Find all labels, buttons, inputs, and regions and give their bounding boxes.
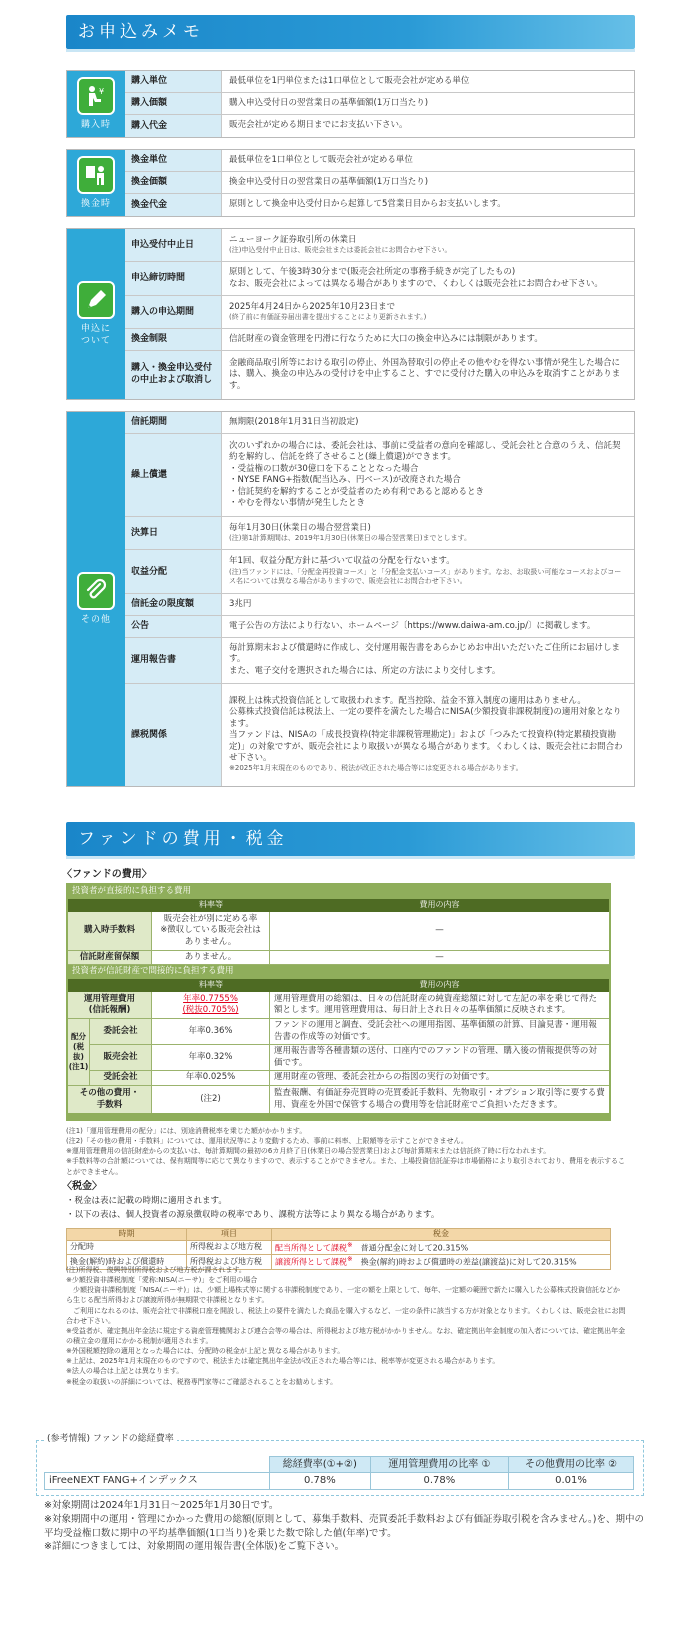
note: ※上記は、2025年1月末現在のものですので、税法または確定拠出年金法が改正された場合等には、税率等が変更される場合があります。 — [66, 1357, 500, 1366]
row-value: 2025年4月24日から2025年10月23日まで — [229, 301, 396, 312]
table-header — [67, 1229, 611, 1241]
apply-row — [125, 262, 634, 296]
other-row — [125, 638, 634, 684]
fund-name: iFreeNEXT FANG+インデックス — [45, 1473, 270, 1490]
row-content: 運用報告書等各種書類の送付、口座内でのファンドの管理、購入後の情報提供等の対価です。 — [274, 1046, 597, 1068]
redeem-row — [125, 194, 634, 216]
period-cell: 分配時 — [67, 1240, 187, 1254]
tax-cell: 配当所得として課税※ 普通分配金に対して20.315% — [272, 1240, 611, 1254]
col-mgmt: 運用管理費用の比率 ① — [370, 1457, 508, 1473]
note: ※税金の取扱いの詳細については、税務専門家等にご確認されることをお勧めします。 — [66, 1377, 338, 1386]
svg-text:¥: ¥ — [99, 86, 106, 96]
row-value: 信託財産の資金管理を円滑に行なうために大口の換金申込みには制限があります。 — [229, 333, 543, 344]
row-content: — — [435, 925, 444, 936]
note: ※対象期間中の運用・管理にかかった費用の総額(原則として、募集手数料、売買委託手数料および有価証券取引税を含みません。)を、期中の平均受益権口数に期中の平均基準価額(1口当り)を乗じた数で除した値(年率)です。 — [44, 1513, 645, 1539]
table-row — [67, 1240, 611, 1254]
col-rate: 料率等 — [199, 900, 223, 910]
table-row — [68, 912, 609, 951]
row-label: 購入価額 — [125, 93, 222, 114]
redeem-icon — [77, 156, 115, 194]
table-row — [45, 1473, 634, 1490]
tax-heading: 〈税金〉 — [62, 1181, 102, 1192]
costs-title: ファンドの費用・税金 — [66, 822, 635, 856]
note: ※対象期間は2024年1月31日～2025年1月30日です。 — [44, 1500, 279, 1511]
redeem-row — [125, 150, 634, 172]
item-cell: 所得税および地方税 — [187, 1255, 272, 1269]
item-cell: 所得税および地方税 — [187, 1240, 272, 1254]
other-row — [125, 412, 634, 434]
row-label: 換金代金 — [125, 194, 222, 216]
note: ご利用になれるのは、販売会社で非課税口座を開設し、税法上の要件を満たした商品を購入するなど、一定の条件に該当する方が対象となります。くわしくは、販売会社にお問合わせ下さい。 — [66, 1306, 626, 1325]
table-header — [68, 899, 609, 912]
blank-header — [45, 1457, 270, 1473]
indirect-cost-band: 投資者が信託財産で間接的に負担する費用 — [68, 965, 609, 979]
row-rate: 年率0.36% — [152, 1019, 270, 1044]
table-row — [68, 992, 609, 1019]
row-content: 運用管理費用の総額は、日々の信託財産の純資産総額に対して左記の率を乗じて得た額とします。運用管理費用は、毎日計上され日々の基準価額に反映されます。 — [274, 993, 598, 1015]
tax-cell: 譲渡所得として課税※ 換金(解約)時および償還時の差益(譲渡益)に対して20.315% — [272, 1255, 611, 1269]
note: (注)所得税、復興特別所得税および地方税が課されます。 — [66, 1266, 246, 1274]
table-row — [90, 1045, 609, 1071]
apply-side-label1: 申込に — [80, 323, 111, 334]
paperclip-icon — [77, 572, 115, 610]
purchase-icon — [77, 77, 115, 115]
row-value: 毎計算期末および償還時に作成し、交付運用報告書をあらかじめお申出いただいたご住所にお届けします。 — [229, 642, 621, 665]
row-value2: 公募株式投資信託は税法上、一定の要件を満たした場合にNISA(少額投資非課税制度)の適用対象となります。 — [229, 707, 622, 729]
col-content: 費用の内容 — [419, 900, 460, 910]
col-item: 項目 — [187, 1229, 272, 1241]
col-tax: 税金 — [272, 1229, 611, 1241]
row-rate: 年率0.32% — [152, 1045, 270, 1070]
row-label: 購入代金 — [125, 115, 222, 137]
note: ※少額投資非課税制度「愛称:NISA(ニーサ)」をご利用の場合 — [66, 1276, 258, 1285]
table-row — [68, 951, 609, 965]
row-value: 毎年1月30日(休業日の場合翌営業日) — [229, 522, 371, 533]
row-label: 申込受付中止日 — [125, 229, 222, 261]
row-label: 信託期間 — [125, 412, 222, 433]
note: ※法人の場合は上記とは異なります。 — [66, 1367, 184, 1376]
reference-notes — [44, 1499, 644, 1554]
row-label: 換金制限 — [125, 329, 222, 350]
apply-row — [125, 296, 634, 329]
apply-row — [125, 351, 634, 399]
apply-row — [125, 329, 634, 351]
note: ※外国税額控除の適用となった場合には、分配時の税金が上記と異なる場合があります。 — [66, 1347, 345, 1356]
row-value: 購入申込受付日の翌営業日の基準価額(1万口当たり) — [229, 97, 429, 108]
row-note: (注)第1計算期間は、2019年1月30日(休業日の場合翌営業日)までとします。 — [229, 534, 471, 543]
apply-side-label2: ついて — [80, 336, 111, 346]
row-rate: 販売会社が別に定める率 ※徴収している販売会社は ありません。 — [152, 912, 270, 950]
note: ※運用管理費用の信託財産からの支払いは、毎計算期間の最初の6カ月終了日(休業日の場合翌営業日)および毎計算期末または信託終了時に行なわれます。 — [66, 1147, 551, 1156]
redeem-row — [125, 172, 634, 194]
note: ※手数料等の合計額については、保有期間等に応じて異なりますので、表示することができません。また、上場投資信託証券は市場価格により取引されており、費用を表示することができません。 — [66, 1157, 626, 1176]
purchase-row — [125, 93, 634, 115]
other-row — [125, 434, 634, 518]
other-row — [125, 517, 634, 550]
row-label: 購入時手数料 — [68, 912, 152, 950]
other-row — [125, 550, 634, 594]
table-row — [90, 1019, 609, 1045]
table-row — [68, 1086, 609, 1113]
row-label: 購入・換金申込受付の中止および取消し — [125, 351, 222, 399]
row-value2: また、電子交付を選択された場合には、所定の方法により交付します。 — [229, 665, 501, 676]
apply-row — [125, 229, 634, 262]
row-label: 信託金の限度額 — [125, 594, 222, 615]
row-label: その他の費用・ 手数料 — [68, 1086, 152, 1113]
fund-cost-heading: 〈ファンドの費用〉 — [62, 869, 152, 880]
row-value2: なお、販売会社によっては異なる場合がありますので、くわしくは販売会社にお問合わせ下さい。 — [229, 278, 603, 289]
row-note: (注)申込受付中止日は、販売会社または委託会社にお問合わせ下さい。 — [229, 246, 452, 255]
col-rate: 料率等 — [199, 980, 223, 990]
row-label: 購入の申込期間 — [125, 296, 222, 328]
row-label: 委託会社 — [90, 1019, 152, 1044]
row-value: 換金申込受付日の翌営業日の基準価額(1万口当たり) — [229, 176, 429, 187]
pen-icon — [77, 281, 115, 319]
split-label: 配分 (税抜) (注1) — [68, 1019, 90, 1085]
reference-title: (参考情報) ファンドの総経費率 — [44, 1433, 177, 1445]
mgmt-ratio: 0.78% — [370, 1473, 508, 1490]
row-label: 受託会社 — [90, 1071, 152, 1085]
tax-table — [66, 1228, 611, 1270]
row-rate: 年率0.025% — [152, 1071, 270, 1085]
expense-ratio-table — [44, 1456, 634, 1490]
apply-section — [66, 228, 635, 400]
row-label: 購入単位 — [125, 71, 222, 92]
redeem-section — [66, 149, 635, 217]
note: ※詳細につきましては、対象期間の運用報告書(全体版)をご覧下さい。 — [44, 1541, 345, 1553]
cost-notes — [66, 1126, 626, 1177]
list-item: ・信託契約を解約することが受益者のため有利であると認めるとき — [229, 486, 485, 497]
split-group — [68, 1019, 609, 1086]
row-value: 次のいずれかの場合には、委託会社は、事前に受益者の意向を確認し、受託会社と合意のうえ、信託契約を解約し、信託を終了させること(繰上償還)ができます。 — [229, 440, 621, 463]
tax-notes — [66, 1265, 626, 1387]
row-rate: 年率0.7755% (税抜0.705%) — [152, 992, 270, 1018]
apply-side — [67, 229, 125, 399]
row-note: ※2025年1月末現在のものであり、税法が改正された場合等には変更される場合があります。 — [229, 764, 523, 773]
table-header — [45, 1457, 634, 1473]
purchase-side-label: 購入時 — [80, 119, 111, 130]
note: (注2)「その他の費用・手数料」については、運用状況等により変動するため、事前に料率、上限額等を示すことができません。 — [66, 1137, 468, 1146]
row-label: 換金価額 — [125, 172, 222, 193]
col-period: 時期 — [67, 1229, 187, 1241]
row-label: 収益分配 — [125, 550, 222, 593]
other-side-label: その他 — [80, 614, 111, 625]
total-ratio: 0.78% — [270, 1473, 371, 1490]
row-value: 課税上は株式投資信託として取扱われます。配当控除、益金不算入制度の適用はありません。 — [229, 695, 586, 706]
row-label: 運用管理費用 (信託報酬) — [68, 992, 152, 1018]
list-item: ・以下の表は、個人投資者の源泉徴収時の税率であり、課税方法等により異なる場合があります。 — [66, 1209, 440, 1220]
list-item: ・NYSE FANG+指数(配当込み、円ベース)が改廃された場合 — [229, 475, 461, 486]
row-value: 年1回、収益分配方針に基づいて収益の分配を行ないます。 — [229, 556, 455, 567]
row-value: 原則として換金申込受付日から起算して5営業日目からお支払いします。 — [229, 199, 506, 210]
row-label: 繰上償還 — [125, 434, 222, 517]
row-label: 信託財産留保額 — [68, 951, 152, 964]
row-label: 販売会社 — [90, 1045, 152, 1070]
list-item: ・税金は表に記載の時期に適用されます。 — [66, 1196, 227, 1206]
row-label: 運用報告書 — [125, 638, 222, 683]
row-rate: (注2) — [152, 1086, 270, 1113]
other-ratio: 0.01% — [509, 1473, 634, 1490]
row-value: 3兆円 — [229, 598, 252, 609]
note: (注1)「運用管理費用の配分」には、別途消費税率を乗じた額がかかります。 — [66, 1127, 307, 1135]
row-rate: ありません。 — [152, 951, 270, 964]
other-row — [125, 684, 634, 786]
row-value: 最低単位を1口単位として販売会社が定める単位 — [229, 154, 413, 165]
table-header — [68, 979, 609, 992]
memo-title: お申込みメモ — [66, 15, 635, 49]
col-content: 費用の内容 — [419, 980, 460, 990]
purchase-side — [67, 71, 125, 137]
row-value: 販売会社が定める期日までにお支払い下さい。 — [229, 120, 408, 131]
other-section — [66, 411, 635, 787]
row-value: 最低単位を1円単位または1口単位として販売会社が定める単位 — [229, 75, 470, 86]
period-cell: 換金(解約)時および償還時 — [67, 1255, 187, 1269]
col-other: その他費用の比率 ② — [509, 1457, 634, 1473]
note: ※受益者が、確定拠出年金法に規定する資産管理機関および連合会等の場合は、所得税および地方税がかかりません。なお、確定拠出年金制度の加入者については、確定拠出年金の積立金の運用にかかる税制が適用されます。 — [66, 1326, 626, 1345]
tax-bullets — [66, 1195, 439, 1222]
row-value: 金融商品取引所等における取引の停止、外国為替取引の停止その他やむを得ない事情が発生した場合には、購入、換金の申込みの受付けを中止すること、すでに受付けた購入の申込みを取消すことがあります。 — [229, 357, 621, 391]
row-note: (終了前に有価証券届出書を提出することにより更新されます。) — [229, 313, 427, 322]
other-side — [67, 412, 125, 786]
redeem-side-label: 換金時 — [80, 198, 111, 209]
row-note: (注)当ファンドには、「分配金再投資コース」と「分配金支払いコース」があります。なお、お取扱い可能なコースおよびコース名については異なる場合がありますので、販売会社にお問合わせ下さい。 — [229, 567, 622, 586]
row-value3: 当ファンドは、NISAの「成長投資枠(特定非課税管理勘定)」および「つみたて投資枠(特定累積投資勘定)」の対象ですが、販売会社により取扱いが異なる場合があります。くわしくは、販売会社にお問合わせ下さい。 — [229, 730, 623, 763]
note: 少額投資非課税制度「NISA(ニーサ)」は、少額上場株式等に関する非課税制度であり、一定の額を上限として、毎年、一定額の範囲で新たに購入した公募株式投資信託などから生じる配当所得および譲渡所得が無期限で非課税となります。 — [66, 1286, 620, 1305]
row-label: 換金単位 — [125, 150, 222, 171]
redeem-side — [67, 150, 125, 216]
row-label: 公告 — [125, 616, 222, 637]
row-content: 運用財産の管理、委託会社からの指図の実行の対価です。 — [274, 1072, 495, 1083]
row-label: 申込締切時間 — [125, 262, 222, 295]
row-label: 課税関係 — [125, 684, 222, 786]
row-label: 決算日 — [125, 517, 222, 549]
row-value: 原則として、午後3時30分まで(販売会社所定の事務手続きが完了したもの) — [229, 267, 516, 278]
fund-cost-table — [66, 883, 611, 1121]
row-value: 無期限(2018年1月31日当初設定) — [229, 416, 359, 427]
other-row — [125, 616, 634, 638]
row-value: ニューヨーク証券取引所の休業日 — [229, 234, 357, 245]
other-row — [125, 594, 634, 616]
row-content: ファンドの運用と調査、受託会社への運用指図、基準価額の計算、目論見書・運用報告書の作成等の対価です。 — [274, 1020, 597, 1042]
list-item: ・受益権の口数が30億口を下ることとなった場合 — [229, 463, 419, 474]
row-content: 監査報酬、有価証券売買時の売買委託手数料、先物取引・オプション取引等に要する費用、資産を外国で保管する場合の費用等を信託財産でご負担いただきます。 — [274, 1088, 605, 1110]
row-content: — — [435, 951, 444, 962]
col-total: 総経費率(①+②) — [270, 1457, 371, 1473]
list-item: ・やむを得ない事情が発生したとき — [229, 498, 366, 509]
purchase-row — [125, 71, 634, 93]
table-row — [90, 1071, 609, 1085]
purchase-row — [125, 115, 634, 137]
row-value: 電子公告の方法により行ない、ホームページ〔https://www.daiwa-am.co.jp/〕に掲載します。 — [229, 620, 596, 631]
purchase-section — [66, 70, 635, 138]
direct-cost-band: 投資者が直接的に負担する費用 — [68, 885, 609, 899]
